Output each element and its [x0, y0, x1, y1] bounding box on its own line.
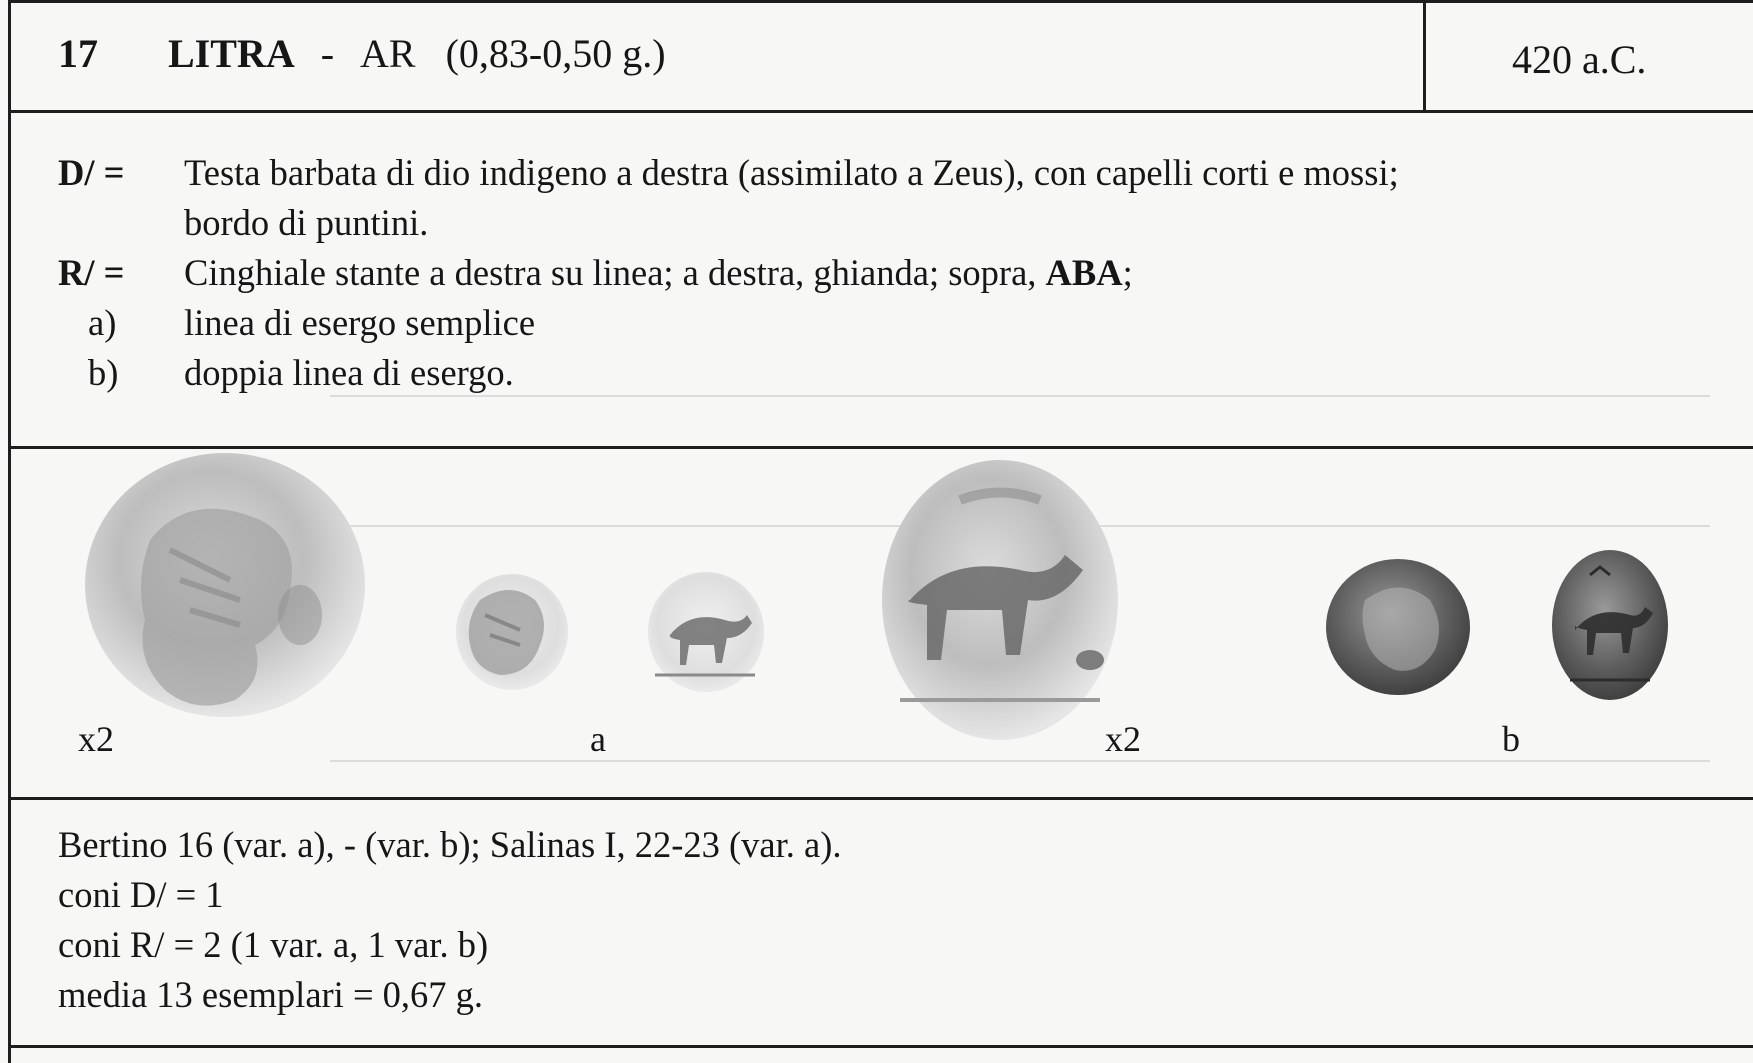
obverse-row-continued	[58, 198, 1399, 248]
coin-description	[58, 148, 1399, 398]
scale-label-reverse: x2	[1105, 719, 1141, 759]
reverse-coin-a	[648, 572, 764, 692]
header-divider	[11, 110, 1753, 113]
images-divider	[11, 797, 1753, 800]
reverse-enlarged-coin	[882, 460, 1118, 740]
denomination: LITRA	[168, 31, 295, 76]
variant-a-image-label: a	[590, 719, 606, 759]
obverse-text-line2: bordo di puntini.	[184, 202, 429, 243]
variant-a-label: a)	[88, 302, 117, 343]
obverse-dies-count: coni D/ = 1	[58, 874, 224, 915]
obverse-label: D/ =	[58, 152, 125, 193]
reverse-text: Cinghiale stante a destra su linea; a destra, ghianda; sopra, ABA;	[184, 252, 1133, 293]
entry-header	[58, 30, 666, 77]
metal-weight: AR (0,83-0,50 g.)	[360, 31, 666, 76]
variant-a-row	[58, 298, 1399, 348]
reverse-legend: ABA	[1045, 252, 1123, 293]
entry-date: 420 a.C.	[1512, 37, 1647, 82]
header-separator: -	[320, 31, 335, 76]
reverse-dies-count: coni R/ = 2 (1 var. a, 1 var. b)	[58, 924, 489, 965]
bottom-border	[11, 1045, 1753, 1048]
reverse-label: R/ =	[58, 252, 125, 293]
coin-images-panel	[0, 450, 1750, 795]
variant-b-label: b)	[88, 352, 119, 393]
obverse-enlarged-coin	[85, 453, 365, 717]
date-column-divider	[1423, 0, 1426, 112]
variant-a-text: linea di esergo semplice	[184, 302, 536, 343]
scale-label-obverse: x2	[78, 719, 114, 759]
variant-b-image-label: b	[1502, 719, 1520, 759]
variant-b-row	[58, 348, 1399, 398]
bibliographic-references	[58, 820, 842, 1020]
obverse-coin-b	[1326, 559, 1470, 695]
reverse-coin-b	[1552, 550, 1668, 700]
reverse-row	[58, 248, 1399, 298]
entry-number: 17	[58, 31, 98, 76]
obverse-text-line1: Testa barbata di dio indigeno a destra (assimilato a Zeus), con capelli corti e mossi;	[184, 152, 1399, 193]
variant-b-text: doppia linea di esergo.	[184, 352, 514, 393]
description-divider	[11, 446, 1753, 449]
obverse-row	[58, 148, 1399, 198]
top-border	[11, 0, 1753, 3]
reference-sources: Bertino 16 (var. a), - (var. b); Salinas I, 22-23 (var. a).	[58, 824, 842, 865]
coin-photos	[0, 450, 1750, 795]
average-weight: media 13 esemplari = 0,67 g.	[58, 974, 484, 1015]
obverse-coin-a	[456, 574, 568, 690]
